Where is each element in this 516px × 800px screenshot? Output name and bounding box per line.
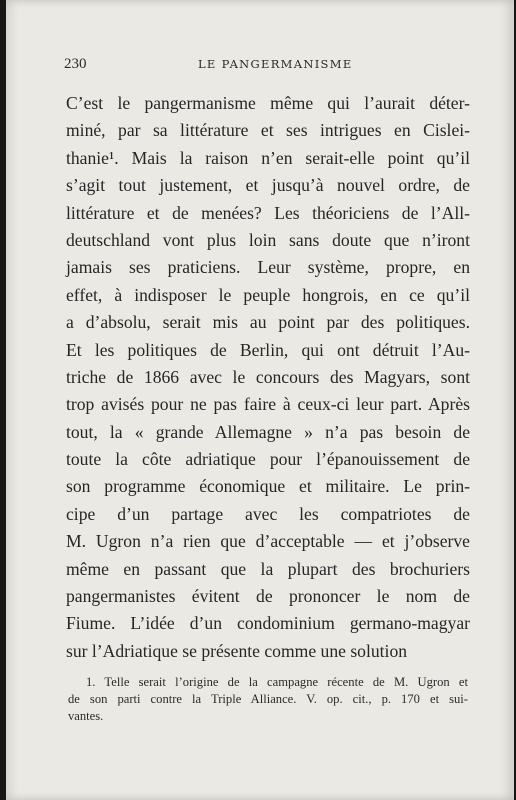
text-line: jamais ses praticiens. Leur système, propre, en (66, 257, 470, 278)
running-title: LE PANGERMANISME (198, 57, 353, 71)
text-line: Et les politiques de Berlin, qui ont détruit l’Au- (66, 339, 470, 360)
body-text (66, 90, 470, 665)
text-line: sur l’Adriatique se présente comme une solution (66, 640, 408, 661)
text-line: tout, la « grande Allemagne » n’a pas besoin de (66, 421, 470, 442)
footnote (68, 674, 468, 725)
text-line: miné, par sa littérature et ses intrigues en Cislei- (66, 120, 470, 141)
text-line: son programme économique et militaire. Le prin- (66, 476, 470, 497)
text-line: pangermanistes évitent de prononcer le nom de (66, 586, 470, 607)
text-line: M. Ugron n’a rien que d’acceptable — et j’observe (66, 531, 470, 552)
text-line: même en passant que la plupart des brochuriers (66, 558, 470, 579)
text-line: deutschland vont plus loin sans doute que n’iront (66, 229, 470, 250)
page-header (64, 56, 474, 76)
text-line: thanie¹. Mais la raison n’en serait-elle point qu’il (66, 147, 470, 168)
book-page (6, 0, 514, 800)
text-line: toute la côte adriatique pour l’épanouissement de (66, 449, 470, 470)
footnote-line: de son parti contre la Triple Alliance. V. op. cit., p. 170 et sui- (68, 692, 468, 706)
text-line: triche de 1866 avec le concours des Magyars, sont (66, 366, 470, 387)
text-line: littérature et de menées? Les théoriciens de l’All- (66, 202, 470, 223)
text-line: Fiume. L’idée d’un condominium germano-magyar (66, 613, 470, 634)
text-line: s’agit tout justement, et jusqu’à nouvel ordre, de (66, 175, 470, 196)
text-line: trop avisés pour ne pas faire à ceux-ci leur part. Après (66, 394, 470, 415)
text-line: cipe d’un partage avec les compatriotes de (66, 503, 470, 524)
footnote-line: vantes. (68, 709, 104, 723)
footnote-line: 1. Telle serait l’origine de la campagne récente de M. Ugron et (86, 675, 468, 689)
text-line: effet, à indisposer le peuple hongrois, en ce qu’il (66, 284, 470, 305)
page-number: 230 (64, 56, 87, 72)
text-line: a d’absolu, serait mis au point par des politiques. (66, 312, 470, 333)
text-line: C’est le pangermanisme même qui l’aurait déter- (66, 93, 470, 113)
